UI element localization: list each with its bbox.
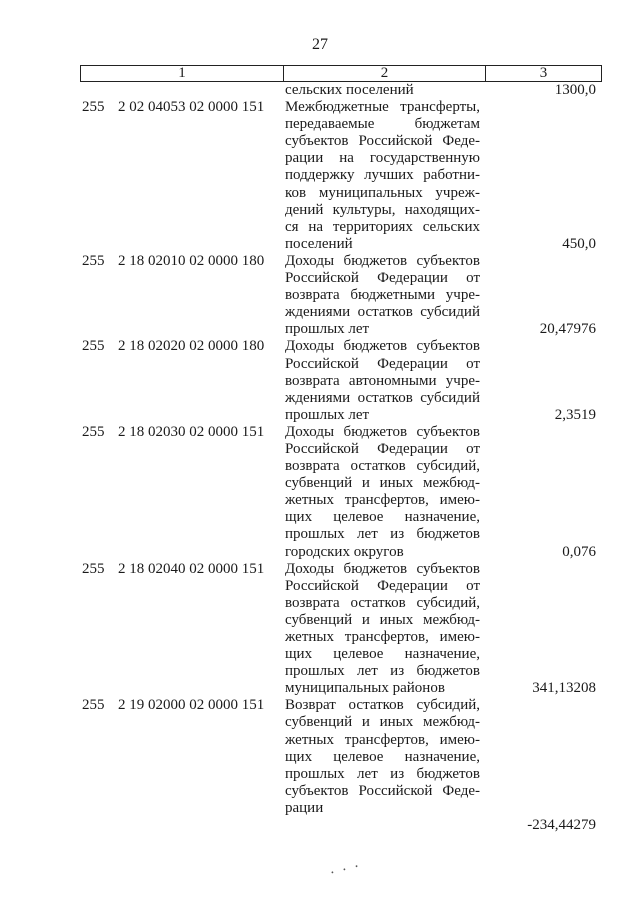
amount: 2,3519 [554, 406, 596, 423]
revenue-name-line: щих целевое назначение, [285, 646, 480, 663]
revenue-name-line: Межбюджетные трансферты, [285, 99, 480, 116]
amount: 1300,0 [554, 82, 596, 98]
revenue-name-line: субвенций и иных межбюд- [285, 611, 480, 628]
revenue-name [285, 697, 480, 817]
revenue-name [285, 82, 480, 99]
revenue-name-line: возврата автономными учре- [285, 372, 480, 389]
revenue-name-line: возврата бюджетными учре- [285, 287, 480, 304]
revenue-name-line: жетных трансфертов, имею- [285, 629, 480, 645]
table-row [80, 99, 602, 253]
revenue-name-line: субъектов Российской Феде- [285, 782, 480, 799]
admin-code: 255 [82, 252, 105, 269]
table-row [80, 697, 602, 833]
revenue-name-line: прошлых лет [285, 406, 370, 423]
revenue-name-line: сельских поселений [285, 82, 414, 98]
revenue-name-line: передаваемые бюджетам [285, 116, 480, 133]
revenue-name [285, 99, 480, 253]
revenue-name-line: Российской Федерации от [285, 355, 480, 372]
admin-code: 255 [82, 560, 105, 577]
admin-code: 255 [82, 423, 105, 440]
amount: -234,44279 [527, 816, 596, 833]
amount: 20,47976 [539, 321, 596, 338]
revenue-name-line: Возврат остатков субсидий, [285, 697, 480, 714]
table-row [80, 561, 602, 698]
admin-code: 255 [82, 99, 105, 116]
table-header [80, 65, 602, 82]
budget-classification-code: 2 18 02010 02 0000 180 [118, 252, 265, 269]
revenue-name [285, 338, 480, 423]
revenue-name-line: Российской Федерации от [285, 440, 480, 457]
header-col-2: 2 [284, 66, 486, 81]
revenue-name-line: субъектов Российской Феде- [285, 133, 480, 150]
revenue-name-line: Доходы бюджетов субъектов [285, 560, 480, 577]
revenue-name [285, 253, 480, 338]
revenue-name-line: Российской Федерации от [285, 270, 480, 287]
scan-artifact-dots: ⠄⠂⠁ [330, 865, 367, 877]
revenue-name-line: жетных трансфертов, имею- [285, 492, 480, 509]
revenue-name-line: городских округов [285, 543, 404, 560]
admin-code: 255 [82, 338, 105, 355]
revenue-name-line: возврата остатков субсидий, [285, 594, 480, 611]
revenue-name-line: ся на территориях сельских [285, 218, 480, 235]
revenue-name-line: муниципальных районов [285, 680, 445, 697]
revenue-name-line: Доходы бюджетов субъектов [285, 338, 480, 355]
revenue-name-line: прошлых лет из бюджетов [285, 526, 480, 543]
budget-classification-code: 2 18 02040 02 0000 151 [118, 560, 265, 577]
revenue-name-line: ков муниципальных учреж- [285, 184, 480, 201]
revenue-name-line: поддержку лучших работни- [285, 167, 480, 184]
revenue-name-line: рации [285, 799, 324, 816]
budget-classification-code: 2 19 02000 02 0000 151 [118, 697, 265, 714]
revenue-name-line: щих целевое назначение, [285, 748, 480, 765]
revenue-name-line: дений культуры, находящих- [285, 201, 480, 218]
revenue-name-line: Доходы бюджетов субъектов [285, 423, 480, 440]
budget-classification-code: 2 02 04053 02 0000 151 [118, 99, 265, 116]
table-row [80, 253, 602, 338]
table-row [80, 82, 602, 99]
revenue-name [285, 561, 480, 698]
table-body [80, 82, 602, 833]
revenue-name-line: Доходы бюджетов субъектов [285, 252, 480, 269]
revenue-name-line: жетных трансфертов, имею- [285, 731, 480, 748]
table-row [80, 338, 602, 423]
revenue-name-line: субвенций и иных межбюд- [285, 714, 480, 731]
revenue-name-line: Российской Федерации от [285, 577, 480, 594]
header-col-3: 3 [539, 65, 548, 81]
admin-code: 255 [82, 697, 105, 714]
revenue-name-line: прошлых лет из бюджетов [285, 765, 480, 782]
revenue-name-line: прошлых лет [285, 321, 370, 338]
revenue-name-line: возврата остатков субсидий, [285, 458, 480, 475]
revenue-name-line: щих целевое назначение, [285, 509, 480, 526]
revenue-name-line: ждениями остатков субсидий [285, 304, 480, 321]
amount: 341,13208 [532, 680, 596, 697]
revenue-name [285, 424, 480, 561]
amount: 450,0 [562, 235, 596, 252]
budget-classification-code: 2 18 02030 02 0000 151 [118, 423, 265, 440]
revenue-name-line: прошлых лет из бюджетов [285, 663, 480, 680]
amount: 0,076 [562, 543, 596, 560]
revenue-name-line: субвенций и иных межбюд- [285, 475, 480, 492]
page-number: 27 [312, 36, 328, 53]
table-row [80, 424, 602, 561]
revenue-name-line: поселений [285, 235, 353, 252]
revenue-name-line: рации на государственную [285, 150, 480, 167]
budget-classification-code: 2 18 02020 02 0000 180 [118, 338, 265, 355]
header-col-1: 1 [81, 66, 284, 81]
revenue-name-line: ждениями остатков субсидий [285, 389, 480, 406]
